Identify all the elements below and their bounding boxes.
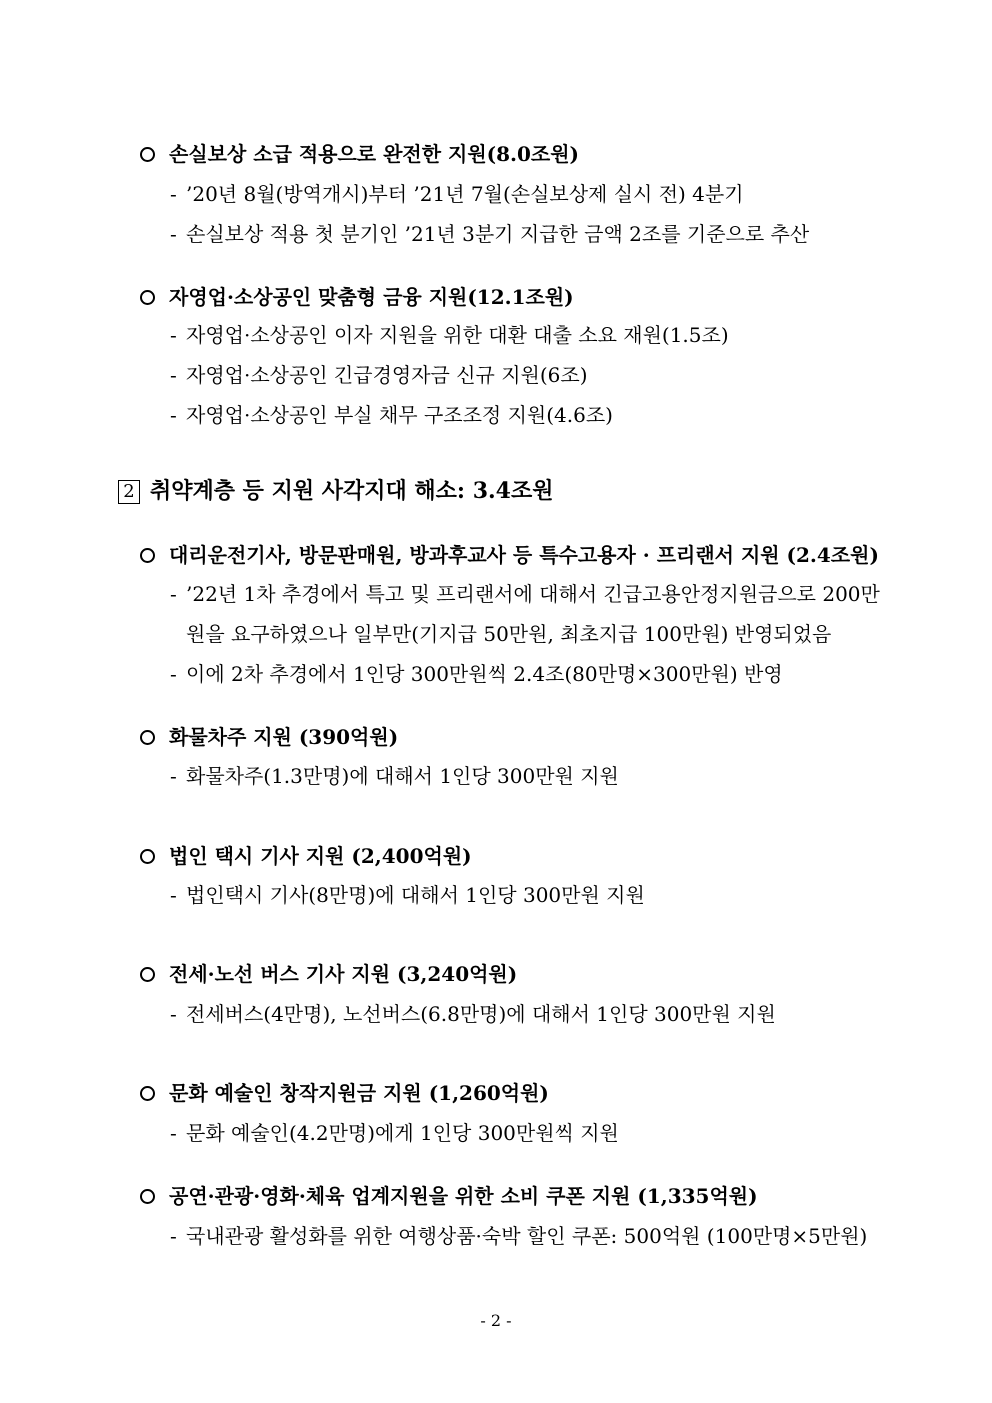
sub-bullet-text: 자영업·소상공인 긴급경영자금 신규 지원(6조)	[186, 363, 588, 387]
bullet-heading-text: 대리운전기사, 방문판매원, 방과후교사 등 특수고용자 · 프리랜서 지원 (2.4조원)	[169, 543, 879, 567]
bullet-heading	[140, 842, 472, 870]
dash-bullet-icon: -	[170, 582, 177, 606]
sub-bullet	[170, 1119, 619, 1147]
circle-bullet-icon	[140, 290, 155, 305]
bullet-heading	[140, 723, 398, 751]
sub-bullet	[170, 1222, 867, 1250]
bullet-heading	[140, 1079, 549, 1107]
sub-bullet	[170, 321, 729, 349]
sub-bullet	[170, 220, 809, 248]
sub-bullet	[170, 361, 588, 389]
dash-bullet-icon: -	[170, 1121, 177, 1145]
sub-bullet-text: 자영업·소상공인 부실 채무 구조조정 지원(4.6조)	[186, 403, 613, 427]
sub-bullet	[170, 180, 744, 208]
bullet-heading-text: 전세·노선 버스 기사 지원 (3,240억원)	[169, 962, 518, 986]
sub-bullet-text: ’20년 8월(방역개시)부터 ’21년 7월(손실보상제 실시 전) 4분기	[186, 182, 744, 206]
sub-bullet	[170, 762, 619, 790]
sub-bullet-text: ’22년 1차 추경에서 특고 및 프리랜서에 대해서 긴급고용안정지원금으로 200만	[186, 582, 880, 606]
section-heading-text: 취약계층 등 지원 사각지대 해소: 3.4조원	[150, 478, 554, 504]
bullet-heading-text: 문화 예술인 창작지원금 지원 (1,260억원)	[169, 1081, 549, 1105]
bullet-heading-text: 화물차주 지원 (390억원)	[169, 725, 399, 749]
dash-bullet-icon: -	[170, 182, 177, 206]
sub-bullet-text: 국내관광 활성화를 위한 여행상품·숙박 할인 쿠폰: 500억원 (100만명×5만원)	[186, 1224, 868, 1248]
sub-bullet-text: 화물차주(1.3만명)에 대해서 1인당 300만원 지원	[186, 764, 619, 788]
sub-bullet	[170, 660, 783, 688]
sub-bullet	[170, 580, 880, 608]
sub-bullet-text: 손실보상 적용 첫 분기인 ’21년 3분기 지급한 금액 2조를 기준으로 추산	[186, 222, 810, 246]
dash-bullet-icon: -	[170, 1002, 177, 1026]
bullet-heading-text: 법인 택시 기사 지원 (2,400억원)	[169, 844, 472, 868]
bullet-heading	[140, 283, 574, 311]
circle-bullet-icon	[140, 849, 155, 864]
dash-bullet-icon: -	[170, 222, 177, 246]
page-number: - 2 -	[480, 1311, 512, 1330]
circle-bullet-icon	[140, 967, 155, 982]
dash-bullet-icon: -	[170, 764, 177, 788]
section-number-box: 2	[118, 480, 140, 504]
sub-bullet-text: 문화 예술인(4.2만명)에게 1인당 300만원씩 지원	[186, 1121, 619, 1145]
dash-bullet-icon: -	[170, 363, 177, 387]
bullet-heading	[140, 960, 517, 988]
sub-bullet-text: 법인택시 기사(8만명)에 대해서 1인당 300만원 지원	[186, 883, 645, 907]
dash-bullet-icon: -	[170, 883, 177, 907]
dash-bullet-icon: -	[170, 323, 177, 347]
sub-bullet	[170, 1000, 776, 1028]
sub-bullet-text: 자영업·소상공인 이자 지원을 위한 대환 대출 소요 재원(1.5조)	[186, 323, 729, 347]
circle-bullet-icon	[140, 1086, 155, 1101]
sub-bullet	[170, 401, 613, 429]
bullet-heading	[140, 541, 879, 569]
circle-bullet-icon	[140, 730, 155, 745]
circle-bullet-icon	[140, 147, 155, 162]
circle-bullet-icon	[140, 548, 155, 563]
sub-bullet	[170, 881, 645, 909]
bullet-heading	[140, 1182, 758, 1210]
dash-bullet-icon: -	[170, 662, 177, 686]
bullet-heading-text: 자영업·소상공인 맞춤형 금융 지원(12.1조원)	[169, 285, 574, 309]
bullet-heading-text: 손실보상 소급 적용으로 완전한 지원(8.0조원)	[169, 142, 580, 166]
sub-bullet-text: 전세버스(4만명), 노선버스(6.8만명)에 대해서 1인당 300만원 지원	[186, 1002, 776, 1026]
sub-bullet-continuation: 원을 요구하였으나 일부만(기지급 50만원, 최초지급 100만원) 반영되었음	[186, 622, 832, 646]
dash-bullet-icon: -	[170, 1224, 177, 1248]
bullet-heading	[140, 140, 579, 168]
sub-bullet-text: 이에 2차 추경에서 1인당 300만원씩 2.4조(80만명×300만원) 반영	[186, 662, 783, 686]
section-heading	[118, 476, 553, 506]
bullet-heading-text: 공연·관광·영화·체육 업계지원을 위한 소비 쿠폰 지원 (1,335억원)	[169, 1184, 758, 1208]
dash-bullet-icon: -	[170, 403, 177, 427]
circle-bullet-icon	[140, 1189, 155, 1204]
